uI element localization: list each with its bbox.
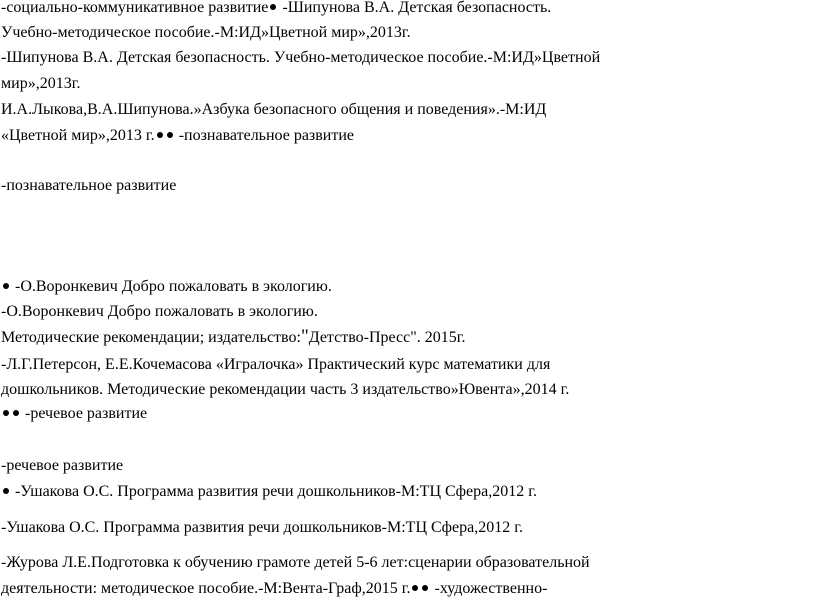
text-segment: -художественно- [430, 580, 548, 597]
text-line-6 [1, 126, 354, 146]
text-line-8 [1, 277, 332, 297]
bullet-icon [412, 585, 418, 591]
text-line-15 [1, 482, 537, 502]
text-line-3: -Шипунова В.А. Детская безопасность. Учебно-методическое пособие.-М:ИД»Цветной [1, 49, 601, 66]
bullet-icon [167, 132, 173, 138]
text-segment: -Шипунова В.А. Детская безопасность. [278, 0, 552, 16]
text-line-10 [1, 327, 466, 348]
text-segment: Методические рекомендации; издательство: [1, 329, 301, 346]
bullet-icon [3, 283, 9, 289]
text-line-5: И.А.Лыкова,В.А.Шипунова.»Азбука безопасного общения и поведения».-М:ИД [1, 101, 547, 118]
bullet-icon [157, 132, 163, 138]
bullet-icon [270, 4, 276, 10]
text-line-2: Учебно-методическое пособие.-М:ИД»Цветной мир»,2013г. [1, 24, 411, 41]
text-line-14: -речевое развитие [1, 457, 124, 474]
bullet-icon [422, 585, 428, 591]
bullet-icon [3, 410, 9, 416]
text-line-1 [1, 0, 551, 18]
text-line-17: -Журова Л.Е.Подготовка к обучению грамоте детей 5-6 лет:сценарии образовательной [1, 554, 590, 571]
text-segment: -речевое развитие [21, 405, 148, 422]
text-segment: деятельности: методическое пособие.-М:Вента-Граф,2015 г. [1, 580, 411, 597]
text-segment: «Цветной мир»,2013 г. [1, 127, 155, 144]
text-line-9: -О.Воронкевич Добро пожаловать в экологию. [1, 303, 318, 320]
text-line-18 [1, 579, 547, 599]
text-segment: -Ушакова О.С. Программа развития речи дошкольников-М:ТЦ Сфера,2012 г. [11, 483, 537, 500]
text-line-11: -Л.Г.Петерсон, Е.Е.Кочемасова «Игралочка» Практический курс математики для [1, 356, 551, 373]
text-segment: -познавательное развитие [174, 127, 355, 144]
text-segment: -О.Воронкевич Добро пожаловать в экологию. [11, 278, 332, 295]
text-segment: " [300, 326, 309, 347]
text-segment: Детство-Пресс". 2015г. [308, 329, 466, 346]
text-line-13 [1, 404, 147, 424]
text-line-7: -познавательное развитие [1, 177, 177, 194]
text-segment: -социально-коммуникативное развитие [1, 0, 269, 16]
text-line-16: -Ушакова О.С. Программа развития речи дошкольников-М:ТЦ Сфера,2012 г. [1, 519, 523, 536]
text-line-12: дошкольников. Методические рекомендации часть 3 издательство»Ювента»,2014 г. [1, 381, 570, 398]
bullet-icon [13, 410, 19, 416]
bullet-icon [3, 488, 9, 494]
text-line-4: мир»,2013г. [1, 75, 81, 92]
